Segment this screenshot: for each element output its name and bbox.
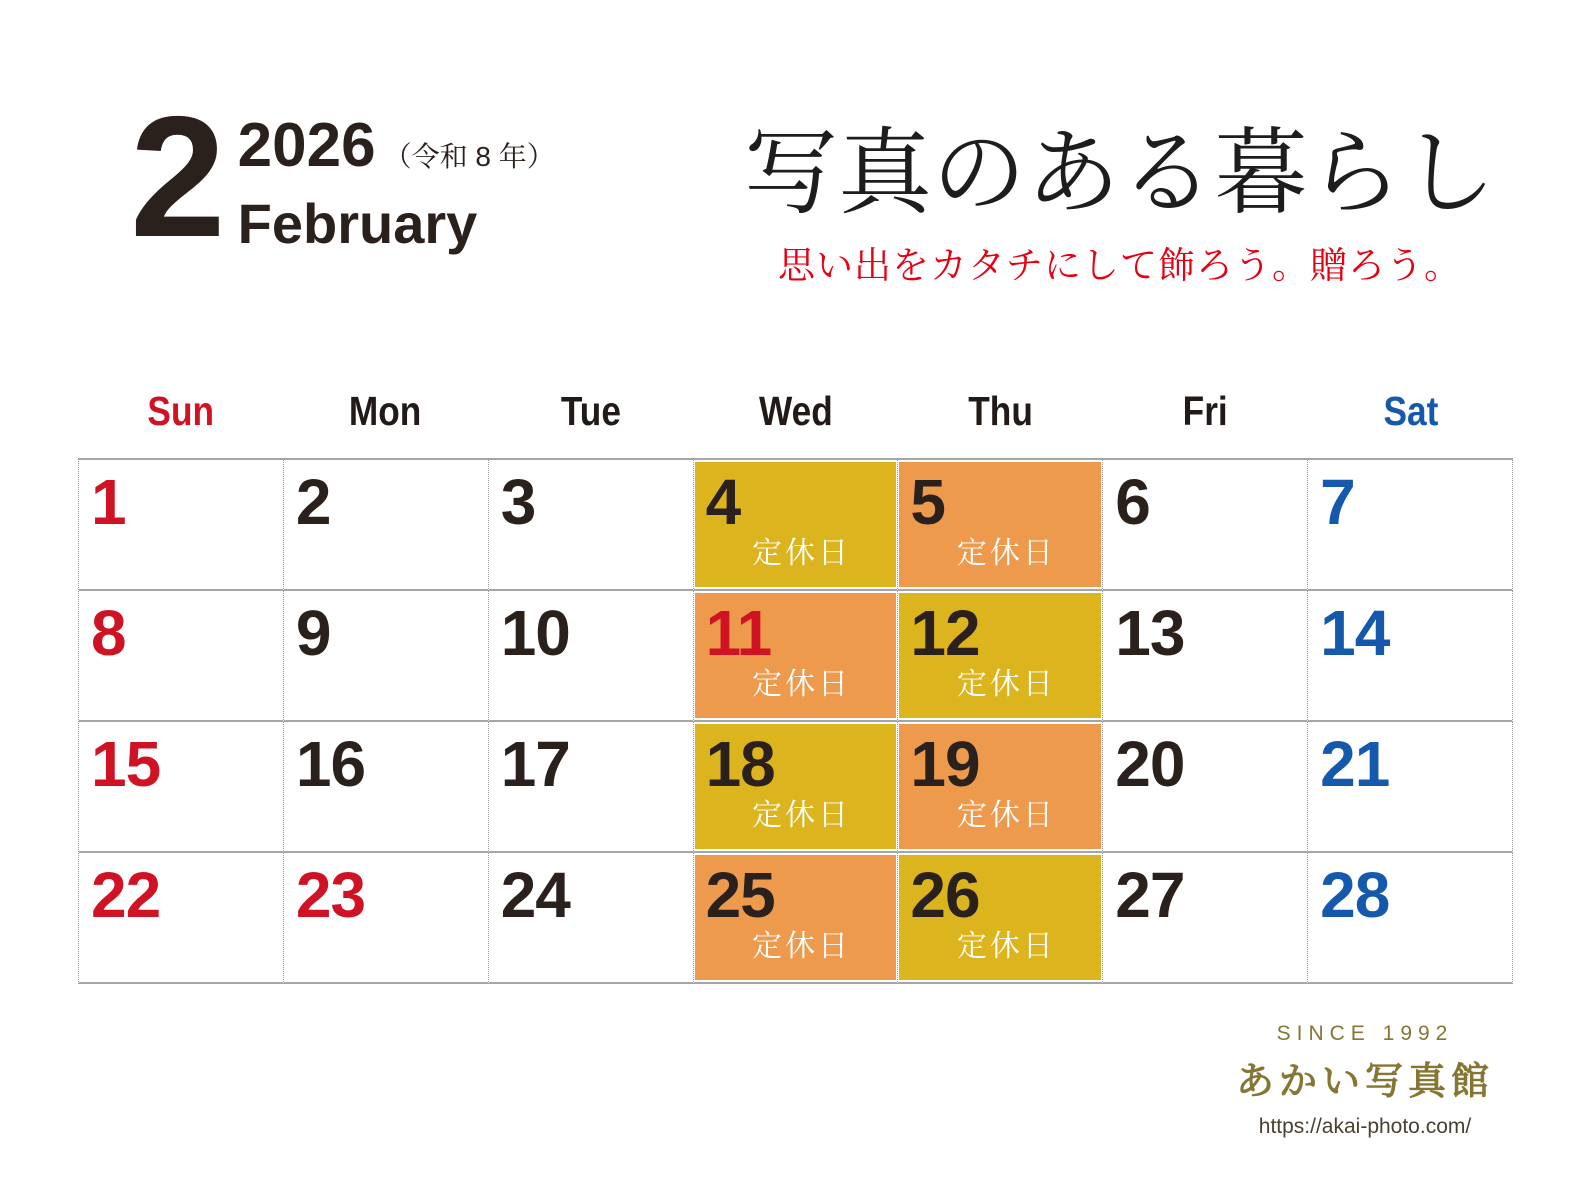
day-cell (489, 460, 694, 591)
closed-day-label: 定休日 (751, 668, 851, 701)
day-cell (79, 460, 284, 591)
day-number: 25 (705, 859, 775, 931)
day-cell (898, 460, 1103, 591)
closed-day-label: 定休日 (751, 930, 851, 963)
closed-day-label: 定休日 (956, 537, 1056, 570)
weekday-header (78, 388, 1513, 435)
day-number: 20 (1115, 728, 1185, 800)
day-number: 9 (295, 597, 331, 669)
day-cell (898, 722, 1103, 853)
day-cell (1103, 853, 1308, 984)
day-number: 13 (1115, 597, 1185, 669)
weekday-label: Wed (758, 388, 833, 434)
day-number: 18 (705, 728, 775, 800)
day-cell (1308, 853, 1513, 984)
studio-name: あかい写真館 (1235, 1061, 1494, 1103)
closed-day-label: 定休日 (956, 799, 1056, 832)
studio-url: https://akai-photo.com/ (1258, 1115, 1472, 1138)
closed-day-label: 定休日 (956, 930, 1056, 963)
day-number: 2 (295, 466, 331, 538)
day-cell (1103, 722, 1308, 853)
closed-day-label: 定休日 (751, 799, 851, 832)
day-cell (694, 853, 899, 984)
day-cell (1308, 722, 1513, 853)
day-number: 10 (500, 597, 570, 669)
day-cell (694, 591, 899, 722)
weekday-sun (78, 388, 283, 435)
day-number: 15 (91, 728, 161, 800)
day-cell (1103, 591, 1308, 722)
day-cell (1103, 460, 1308, 591)
month-name: February (237, 191, 478, 255)
day-number: 17 (500, 728, 570, 800)
day-number: 19 (910, 728, 980, 800)
weekday-label: Sun (147, 388, 214, 434)
day-number: 26 (910, 859, 980, 931)
day-number: 8 (91, 597, 126, 669)
day-cell (1308, 460, 1513, 591)
day-number: 3 (500, 466, 536, 538)
day-cell (284, 722, 489, 853)
day-number: 5 (910, 466, 946, 538)
day-cell (79, 591, 284, 722)
weekday-tue (488, 388, 693, 435)
headline (740, 118, 1500, 289)
day-cell (284, 460, 489, 591)
since-label: SINCE 1992 (1276, 1022, 1454, 1045)
weekday-fri (1103, 388, 1308, 435)
day-number: 21 (1320, 728, 1390, 800)
weekday-label: Tue (560, 388, 621, 434)
month-meta (238, 110, 555, 258)
day-number: 7 (1320, 466, 1355, 538)
closed-day-label: 定休日 (956, 668, 1056, 701)
day-number: 4 (705, 466, 741, 538)
day-number: 27 (1115, 859, 1185, 931)
headline-title: 写真のある暮らし (743, 122, 1496, 226)
weekday-label: Mon (349, 388, 422, 434)
day-cell (284, 853, 489, 984)
day-cell (79, 722, 284, 853)
studio-logo (1165, 1022, 1565, 1139)
day-cell (284, 591, 489, 722)
day-cell (694, 722, 899, 853)
day-number: 16 (295, 728, 366, 800)
weekday-label: Thu (968, 388, 1033, 434)
weekday-label: Fri (1182, 388, 1229, 434)
day-cell (489, 591, 694, 722)
day-number: 23 (295, 859, 366, 931)
day-cell (79, 853, 284, 984)
day-cell (694, 460, 899, 591)
weekday-label: Sat (1383, 388, 1438, 434)
weekday-mon (283, 388, 488, 435)
year-line (238, 110, 555, 181)
day-cell (489, 853, 694, 984)
weekday-sat (1308, 388, 1513, 435)
era-label: （令和 8 年） (383, 140, 555, 172)
headline-subtitle: 思い出をカタチにして飾ろう。贈ろう。 (778, 244, 1462, 286)
day-number: 14 (1320, 597, 1390, 669)
day-number: 28 (1320, 859, 1390, 931)
day-number: 1 (91, 466, 126, 538)
month-number: 2 (130, 81, 222, 273)
month-block (130, 81, 555, 273)
calendar-grid (78, 458, 1513, 984)
day-cell (489, 722, 694, 853)
day-number: 22 (91, 859, 161, 931)
day-number: 11 (705, 597, 772, 669)
day-number: 6 (1115, 466, 1150, 538)
weekday-thu (898, 388, 1103, 435)
year: 2026 (237, 110, 376, 180)
day-number: 24 (500, 859, 570, 931)
day-cell (1308, 591, 1513, 722)
day-number: 12 (910, 597, 980, 669)
weekday-wed (693, 388, 898, 435)
day-cell (898, 853, 1103, 984)
closed-day-label: 定休日 (751, 537, 851, 570)
day-cell (898, 591, 1103, 722)
